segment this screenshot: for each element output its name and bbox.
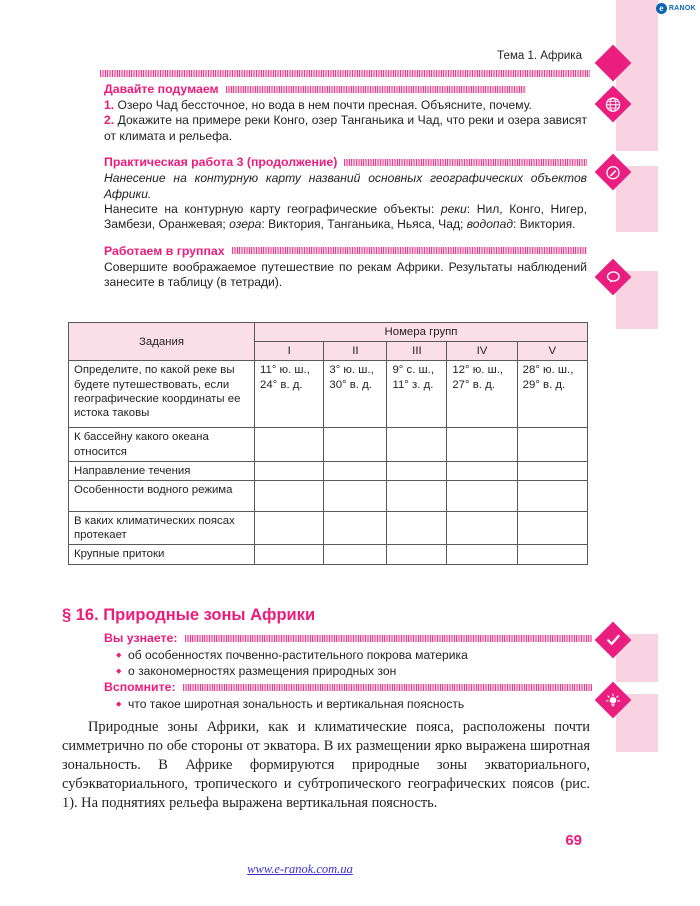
table-row <box>69 461 588 480</box>
row-cell <box>255 481 324 512</box>
th-group-3: III <box>387 342 447 361</box>
block-label-recall: Вспомните: <box>104 680 176 694</box>
row-cell <box>324 461 387 480</box>
table-row <box>69 361 588 428</box>
row-cell: 9° с. ш., 11° з. д. <box>387 361 447 428</box>
row-cell <box>447 545 517 564</box>
list-item: ◆ об особенностях почвенно-растительного покрова материка <box>116 647 592 663</box>
content-column <box>104 82 587 291</box>
recall-list <box>104 696 592 712</box>
list-item: ◆ что такое широтная зональность и вертикальная поясность <box>116 696 592 712</box>
row-cell <box>447 481 517 512</box>
top-rule <box>100 70 590 77</box>
task-part-label: водопад <box>466 217 513 232</box>
row-cell <box>387 481 447 512</box>
row-cell <box>324 481 387 512</box>
block-rule <box>232 247 587 254</box>
group-task-table <box>68 322 588 565</box>
table-body <box>69 361 588 564</box>
task-part-text: : Виктория. <box>513 217 576 232</box>
row-cell: 11° ю. ш., 24° в. д. <box>255 361 324 428</box>
globe-glyph <box>606 97 621 112</box>
task-part-label: реки <box>440 202 467 217</box>
list-item: ◆ о закономерностях размещения природных зон <box>116 663 592 679</box>
row-cell <box>387 428 447 461</box>
table-header-row-1 <box>69 323 588 342</box>
lead-paragraph: Природные зоны Африки, как и климатические пояса, расположены почти симметрично по обе стороны от экватора. В их размещении ярко выражена широтная зональность. В Африке формируются природные зоны экваториального, субэкваториального, тропического и субтропического географических поясов (рис. 1). На поднятиях рельефа выражена вертикальная поясность. <box>62 719 590 812</box>
page-number: 69 <box>565 832 582 849</box>
th-tasks: Задания <box>69 323 255 361</box>
group-task-table-wrapper <box>68 322 588 565</box>
speech-bubble-glyph <box>606 270 621 284</box>
row-cell <box>255 512 324 545</box>
row-cell <box>447 428 517 461</box>
th-group-2: II <box>324 342 387 361</box>
publisher-logo <box>656 3 696 14</box>
lightbulb-glyph <box>606 693 621 708</box>
item-text: Докажите на примере реки Конго, озер Танганьика и Чад, что реки и озера зависят от климата и рельефа. <box>104 113 587 143</box>
row-cell: 3° ю. ш., 30° в. д. <box>324 361 387 428</box>
practical-subtitle: Нанесение на контурную карту названий основных географических объектов Африки. <box>104 171 587 201</box>
row-task: В каких климатических поясах протекает <box>69 512 255 545</box>
row-cell <box>387 512 447 545</box>
table-row <box>69 512 588 545</box>
page-title: § 16. Природные зоны Африки <box>62 606 316 624</box>
will-learn-list <box>104 647 592 679</box>
row-cell <box>387 461 447 480</box>
row-task: Крупные притоки <box>69 545 255 564</box>
think-item-2 <box>104 113 587 144</box>
practical-task-prefix: Нанесите на контурную карту географические объекты: <box>104 202 441 217</box>
item-number: 1. <box>104 98 115 112</box>
item-text: Озеро Чад бессточное, но вода в нем почти пресная. Объясните, почему. <box>114 98 532 112</box>
th-groups: Номера групп <box>255 323 588 342</box>
block-rule <box>185 635 593 642</box>
th-group-5: V <box>517 342 587 361</box>
row-cell <box>324 545 387 564</box>
logo-text: RANOK <box>668 5 696 12</box>
right-rail <box>600 0 700 906</box>
block-rule <box>226 86 526 93</box>
block-label-groups: Работаем в группах <box>104 243 225 258</box>
rail-bar-top <box>616 0 658 48</box>
check-glyph <box>606 633 621 647</box>
row-cell <box>324 512 387 545</box>
block-head-practical <box>104 155 587 169</box>
row-cell <box>255 545 324 564</box>
row-cell: 12° ю. ш., 27° в. д. <box>447 361 517 428</box>
row-cell <box>255 461 324 480</box>
block-rule <box>344 159 587 166</box>
item-number: 2. <box>104 113 115 128</box>
block-head-recall <box>104 680 592 694</box>
row-cell <box>517 481 587 512</box>
block-label-think: Давайте подумаем <box>104 82 219 96</box>
row-cell <box>517 461 587 480</box>
chapter-section <box>62 606 592 713</box>
groups-text: Совершите воображаемое путешествие по рекам Африки. Результаты наблюдений занесите в таблицу (в тетради). <box>104 259 587 290</box>
row-cell <box>387 545 447 564</box>
think-item-1 <box>104 98 587 113</box>
footer-url-link[interactable]: www.e-ranok.com.ua <box>247 862 353 876</box>
row-cell <box>255 428 324 461</box>
block-head-think <box>104 82 587 96</box>
row-cell <box>324 428 387 461</box>
row-cell <box>517 512 587 545</box>
table-row <box>69 481 588 512</box>
task-part-text: : Нил, Конго, Нигер, Замбези, Оранжевая; <box>104 202 587 232</box>
block-label-willlearn: Вы узнаете: <box>104 631 178 645</box>
chapter-inner <box>62 631 592 712</box>
row-cell <box>447 461 517 480</box>
th-group-4: IV <box>447 342 517 361</box>
running-head: Тема 1. Африка <box>497 50 582 62</box>
block-head-groups <box>104 244 587 258</box>
task-part-label: озера <box>229 217 262 232</box>
block-head-willlearn <box>104 631 592 645</box>
pencil-note-glyph <box>606 165 621 180</box>
row-cell: 28° ю. ш., 29° в. д. <box>517 361 587 428</box>
logo-mark: e <box>656 3 667 14</box>
row-task: Определите, по какой реке вы будете путешествовать, если географические координаты ее истока таковы <box>69 361 255 428</box>
row-cell <box>517 428 587 461</box>
row-task: К бассейну какого океана относится <box>69 428 255 461</box>
th-group-1: I <box>255 342 324 361</box>
practical-task <box>104 202 587 233</box>
row-task: Направление течения <box>69 461 255 480</box>
row-cell <box>517 545 587 564</box>
task-part-text: : Виктория, Танганьика, Ньяса, Чад; <box>261 217 467 232</box>
row-task: Особенности водного режима <box>69 481 255 512</box>
block-rule <box>183 684 592 691</box>
table-row <box>69 428 588 461</box>
row-cell <box>447 512 517 545</box>
block-label-practical: Практическая работа 3 (продолжение) <box>104 155 338 170</box>
table-head <box>69 323 588 361</box>
table-row <box>69 545 588 564</box>
